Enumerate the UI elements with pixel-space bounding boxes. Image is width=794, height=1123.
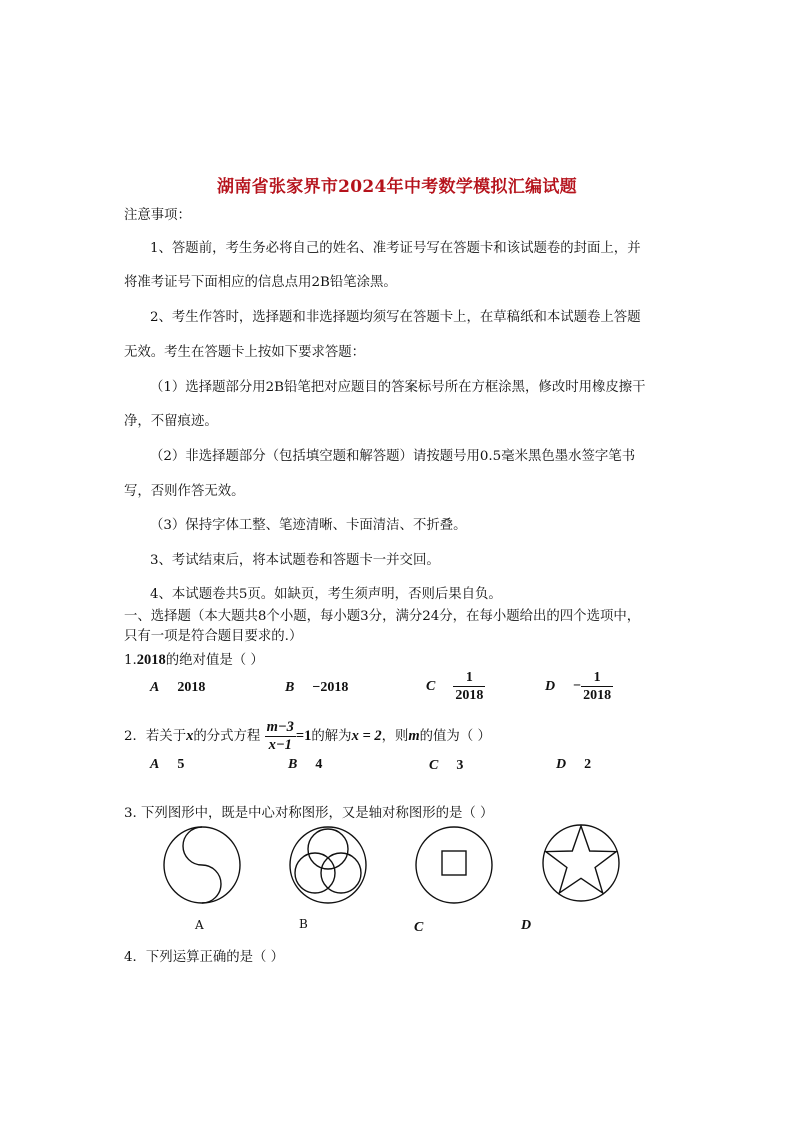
q2-option-d-value: 2 — [584, 757, 592, 772]
figure-c-square-in-circle-icon[interactable] — [414, 825, 494, 905]
figure-d-star-in-circle-icon[interactable] — [541, 823, 621, 903]
notice-heading: 注意事项： — [124, 208, 191, 223]
notice-sub1-line2: 净，不留痕迹。 — [124, 414, 218, 429]
q2-option-c[interactable] — [429, 758, 463, 774]
q2-option-b-letter: B — [288, 757, 298, 772]
q1-option-a-letter: A — [150, 680, 160, 695]
notice-3: 3、考试结束后，将本试题卷和答题卡一并交回。 — [150, 553, 440, 568]
figure-a-s-curve-circle-icon[interactable] — [162, 825, 242, 905]
notice-1-line2: 将准考证号下面相应的信息点用2B铅笔涂黑。 — [124, 275, 397, 290]
figure-d-label: D — [521, 918, 532, 933]
notice-sub2-line1: （2）非选择题部分（包括填空题和解答题）请按题号用0.5毫米黑色墨水签字笔书 — [150, 449, 636, 464]
q2-frac-den: x−1 — [268, 737, 292, 753]
q2-option-a[interactable] — [150, 757, 184, 773]
q2-frac-num: m−3 — [266, 719, 294, 735]
section1-heading-line2: 只有一项是符合题目要求的.） — [124, 629, 303, 644]
question-1 — [124, 651, 264, 670]
section1-heading-line1: 一、选择题（本大题共8个小题，每小题3分，满分24分，在每小题给出的四个选项中， — [124, 609, 641, 624]
notice-2-line1: 2、考生作答时，选择题和非选择题均须写在答题卡上，在草稿纸和本试题卷上答题 — [150, 310, 641, 325]
q2-solution: x = 2 — [351, 728, 382, 744]
q2-option-b-value: 4 — [315, 757, 323, 772]
q1-option-c[interactable] — [426, 669, 485, 704]
question-2 — [124, 718, 491, 755]
q2-option-c-value: 3 — [456, 758, 464, 773]
q2-option-a-letter: A — [150, 757, 160, 772]
q2-option-d-letter: D — [556, 757, 567, 772]
question-3: 3. 下列图形中，既是中心对称图形，又是轴对称图形的是（ ） — [124, 806, 494, 821]
q1-option-b-letter: B — [285, 680, 295, 695]
q1-suffix: 的绝对值是（ ） — [165, 653, 264, 668]
q1-prefix: 1. — [124, 653, 137, 668]
q1-option-a-value: 2018 — [177, 680, 206, 695]
figure-c-label: C — [414, 920, 424, 935]
q1-option-d-den: 2018 — [583, 688, 612, 703]
notice-sub3: （3）保持字体工整、笔迹清晰、卡面清洁、不折叠。 — [150, 518, 467, 533]
figure-b-three-arcs-circle-icon[interactable] — [288, 825, 368, 905]
notice-4: 4、本试题卷共5页。如缺页，考生须声明，否则后果自负。 — [150, 587, 502, 602]
q1-option-a[interactable] — [150, 680, 205, 696]
q2-prefix: 2．若关于 — [124, 729, 187, 744]
notice-sub1-line1: （1）选择题部分用2B铅笔把对应题目的答案标号所在方框涂黑，修改时用橡皮擦干 — [150, 380, 646, 395]
q2-mid1: 的分式方程 — [193, 729, 261, 744]
q2-var-m: m — [408, 728, 420, 744]
q1-option-c-num: 1 — [453, 669, 485, 687]
figure-b-label: B — [299, 917, 308, 931]
q1-option-c-fraction — [453, 669, 485, 704]
q1-option-d-sign: − — [573, 678, 582, 694]
question-4: 4．下列运算正确的是（ ） — [124, 950, 285, 965]
q2-var-x: x — [186, 728, 194, 744]
q2-option-c-letter: C — [429, 758, 439, 773]
q1-option-d-letter: D — [545, 678, 556, 694]
q1-option-d-num: 1 — [581, 669, 613, 687]
q1-option-d[interactable] — [545, 669, 613, 704]
q1-option-b-value: −2018 — [312, 680, 349, 695]
q2-eq-rhs: =1 — [295, 728, 312, 744]
page-title: 湖南省张家界市2024年中考数学模拟汇编试题 — [217, 177, 577, 197]
notice-1-line1: 1、答题前，考生务必将自己的姓名、准考证号写在答题卡和该试题卷的封面上，并 — [150, 241, 641, 256]
q2-suffix: 的值为（ ） — [419, 729, 491, 744]
q2-option-a-value: 5 — [177, 757, 185, 772]
q1-option-c-letter: C — [426, 678, 436, 694]
q1-number: 2018 — [136, 652, 166, 668]
figure-a-label: A — [195, 918, 204, 932]
notice-sub2-line2: 写，否则作答无效。 — [124, 484, 245, 499]
notice-2-line2: 无效。考生在答题卡上按如下要求答题： — [124, 345, 366, 360]
q2-mid2: 的解为 — [311, 729, 352, 744]
q2-option-d[interactable] — [556, 757, 591, 773]
q1-option-b[interactable] — [285, 680, 348, 696]
q1-option-c-den: 2018 — [455, 688, 484, 703]
q2-mid3: ，则 — [381, 729, 409, 744]
q2-fraction — [265, 719, 296, 754]
q2-option-b[interactable] — [288, 757, 322, 773]
q1-option-d-fraction — [581, 669, 613, 704]
